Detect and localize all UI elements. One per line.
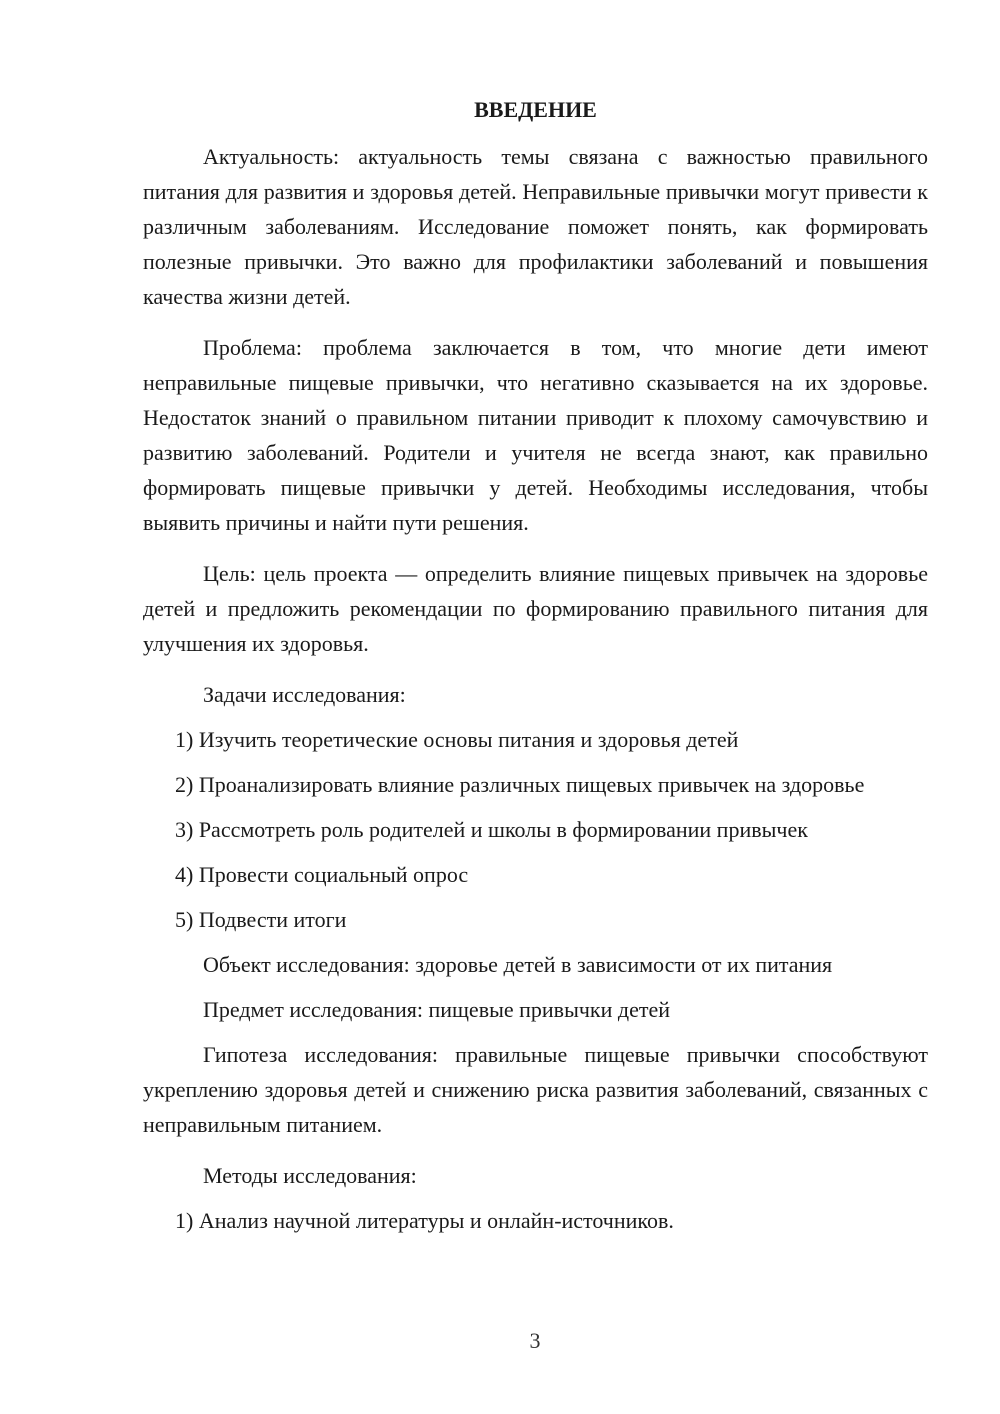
object-paragraph: Объект исследования: здоровье детей в зависимости от их питания xyxy=(203,952,833,977)
task-item: 5) Подвести итоги xyxy=(175,907,347,932)
hypothesis-paragraph: Гипотеза исследования: правильные пищевые привычки способствуют укреплению здоровья детей и снижению риска развития заболеваний, связанных с неправильным питанием. xyxy=(143,1042,928,1137)
page-number: 3 xyxy=(529,1328,541,1353)
subject-paragraph: Предмет исследования: пищевые привычки детей xyxy=(203,997,670,1022)
method-item: 1) Анализ научной литературы и онлайн-источников. xyxy=(175,1208,674,1233)
relevance-paragraph: Актуальность: актуальность темы связана с важностью правильного питания для развития и здоровья детей. Неправильные привычки могут привести к различным заболеваниям. Исследование поможет понять, как формировать полезные привычки. Это важно для профилактики заболеваний и повышения качества жизни детей. xyxy=(143,144,928,309)
task-item: 1) Изучить теоретические основы питания и здоровья детей xyxy=(175,727,739,752)
problem-paragraph: Проблема: проблема заключается в том, что многие дети имеют неправильные пищевые привычки, что негативно сказывается на их здоровье. Недостаток знаний о правильном питании приводит к плохому самочувствию и развитию заболеваний. Родители и учителя не всегда знают, как правильно формировать пищевые привычки у детей. Необходимы исследования, чтобы выявить причины и найти пути решения. xyxy=(143,335,928,535)
page-title: ВВЕДЕНИЕ xyxy=(474,97,597,122)
goal-paragraph: Цель: цель проекта — определить влияние пищевых привычек на здоровье детей и предложить рекомендации по формированию правильного питания для улучшения их здоровья. xyxy=(143,561,928,656)
tasks-heading: Задачи исследования: xyxy=(203,682,406,707)
task-item: 4) Провести социальный опрос xyxy=(175,862,469,887)
methods-heading: Методы исследования: xyxy=(203,1163,417,1188)
document-page xyxy=(143,92,928,1248)
task-item: 2) Проанализировать влияние различных пищевых привычек на здоровье xyxy=(175,772,865,797)
task-item: 3) Рассмотреть роль родителей и школы в формировании привычек xyxy=(175,817,808,842)
